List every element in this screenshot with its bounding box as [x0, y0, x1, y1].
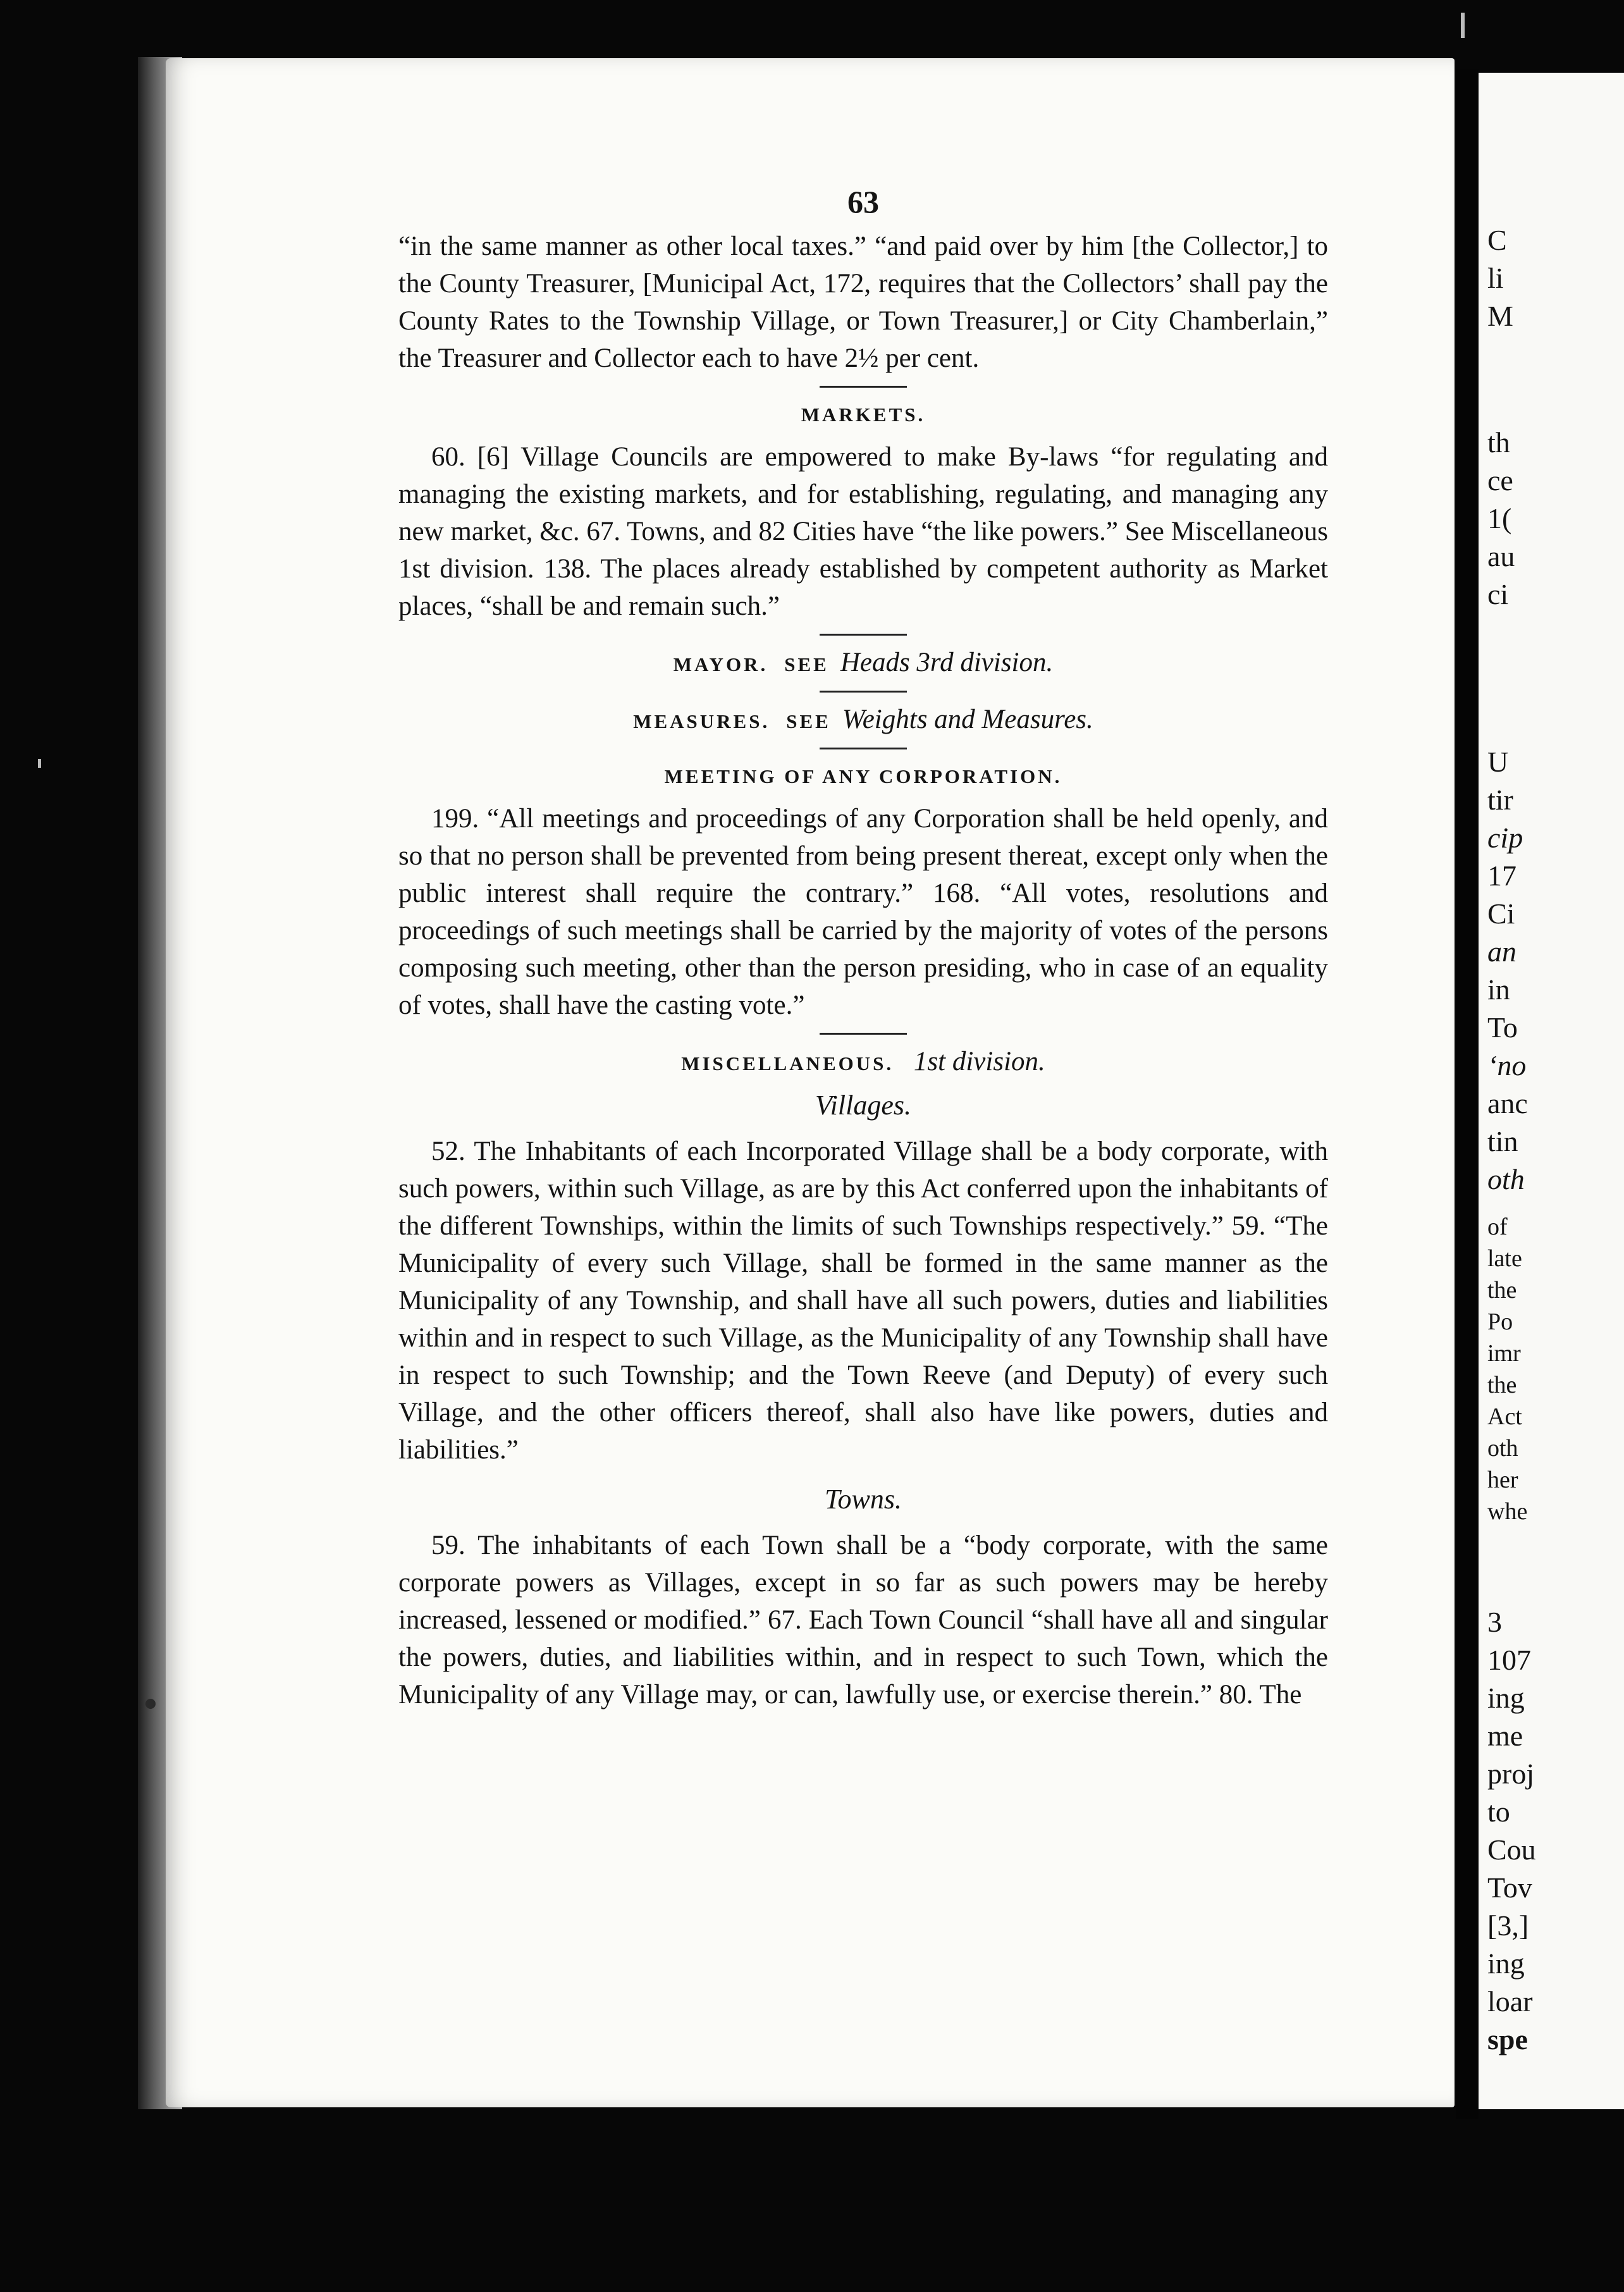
facing-fragment: [3,]: [1487, 1909, 1529, 1942]
facing-fragment: ‘no: [1487, 1049, 1527, 1081]
facing-fragment: cip: [1487, 822, 1523, 854]
facing-fragment: of: [1487, 1214, 1508, 1240]
facing-fragment: th: [1487, 426, 1510, 459]
facing-fragment: ing: [1487, 1947, 1525, 1980]
section-rule: [820, 748, 907, 749]
measures-label: MEASURES.: [633, 710, 770, 732]
facing-fragment: 17: [1487, 860, 1516, 892]
facing-fragment: late: [1487, 1245, 1522, 1272]
mayor-heading: [398, 646, 1328, 682]
section-rule: [820, 1033, 907, 1035]
facing-fragment: loar: [1487, 1985, 1533, 2018]
meeting-paragraph: 199. “All meetings and proceedings of any Corporation shall be held openly, and so that no person shall be prevented from being present thereat, except only when the public interest shall require the contrary.” 168. “All votes, resolutions and proceedings of such meetings shall be carried by the majority of votes of the persons composing such meeting, other than the person presiding, who in case of an equality of votes, shall have the casting vote.”: [398, 804, 1328, 1020]
miscellaneous-label: MISCELLANEOUS.: [681, 1052, 894, 1075]
facing-fragment: To: [1487, 1011, 1518, 1044]
mayor-label: MAYOR.: [673, 653, 768, 675]
facing-fragment: C: [1487, 224, 1507, 256]
facing-fragment: 1(: [1487, 502, 1512, 534]
facing-fragment: whe: [1487, 1498, 1528, 1525]
facing-fragment: U: [1487, 746, 1509, 778]
facing-fragment: tin: [1487, 1125, 1518, 1157]
facing-fragment: Po: [1487, 1309, 1513, 1335]
facing-fragment: the: [1487, 1277, 1517, 1303]
towns-subheading: Towns.: [825, 1484, 902, 1515]
facing-fragment: 107: [1487, 1644, 1531, 1676]
villages-paragraph: 52. The Inhabitants of each Incorporated Village shall be a body corporate, with such powers, within such Village, as are by this Act conferred upon the inhabitants of the different Townships, within the limits of such Townships respectively.” 59. “The Municipality of every such Village, shall be formed in the same manner as the Municipality of any Township, and shall have all such powers, duties and liabilities within and in respect to such Village, as the Municipality of any Township shall have in respect to such Township; and the Town Reeve (and Deputy) of every such Village, and the other officers thereof, shall also have like powers, duties and liabilities.”: [398, 1137, 1328, 1465]
facing-fragment: Cou: [1487, 1833, 1536, 1866]
facing-fragment: au: [1487, 540, 1515, 572]
page-gutter: [1456, 70, 1479, 2119]
page-number: 63: [847, 184, 879, 219]
facing-fragment: imr: [1487, 1340, 1521, 1367]
facing-fragment: ci: [1487, 578, 1509, 610]
facing-fragment: in: [1487, 973, 1510, 1006]
margin-dot: [145, 1699, 156, 1709]
page-content: [398, 183, 1328, 1713]
facing-fragment: to: [1487, 1796, 1510, 1828]
facing-fragment: anc: [1487, 1087, 1528, 1119]
facing-fragment: tir: [1487, 784, 1513, 816]
mayor-see: SEE: [784, 653, 829, 675]
facing-fragment: proj: [1487, 1758, 1535, 1790]
meeting-heading: MEETING OF ANY CORPORATION.: [664, 765, 1062, 787]
facing-fragment: Ci: [1487, 897, 1515, 930]
facing-fragment: oth: [1487, 1163, 1525, 1195]
facing-fragment: her: [1487, 1467, 1518, 1493]
miscellaneous-heading: [398, 1045, 1328, 1081]
facing-fragment: 3: [1487, 1606, 1502, 1638]
scan-speck: [38, 759, 41, 768]
facing-fragment: an: [1487, 935, 1516, 968]
towns-paragraph: 59. The inhabitants of each Town shall be a “body corporate, with the same corporate powers as Villages, except in so far as such powers may be hereby increased, lessened or modified.” 67. Each Town Council “shall have all and singular the powers, duties, and liabilities within, and in respect to such Town, which the Municipality of any Village may, or can, lawfully use, or exercise therein.” 80. The: [398, 1531, 1328, 1710]
section-rule: [820, 386, 907, 388]
scan-speck: [1461, 13, 1465, 38]
facing-fragment: spe: [1487, 2023, 1528, 2055]
facing-page-edge: [1479, 73, 1624, 2109]
facing-fragment: ce: [1487, 464, 1513, 496]
opening-paragraph: “in the same manner as other local taxes.” “and paid over by him [the Collector,] to the County Treasurer, [Municipal Act, 172, requires that the Collectors’ shall pay the County Rates to the Township Village, or Town Treasurer,] or City Chamberlain,” the Treasurer and Collector each to have 2½ per cent.: [398, 231, 1328, 373]
measures-heading: [398, 703, 1328, 739]
facing-fragment: Act: [1487, 1403, 1522, 1430]
facing-fragment: M: [1487, 300, 1513, 332]
section-rule: [820, 691, 907, 693]
facing-fragment: ing: [1487, 1682, 1525, 1714]
measures-reference: Weights and Measures.: [842, 705, 1093, 734]
markets-paragraph: 60. [6] Village Councils are empowered to make By-laws “for regulating and managing the existing markets, and for establishing, regulating, and managing any new market, &c. 67. Towns, and 82 Cities have “the like powers.” See Miscellaneous 1st division. 138. The places already established by competent authority as Market places, “shall be and remain such.”: [398, 442, 1328, 621]
facing-fragment: li: [1487, 262, 1504, 294]
section-rule: [820, 634, 907, 636]
villages-subheading: Villages.: [815, 1090, 911, 1121]
markets-heading: MARKETS.: [801, 404, 926, 426]
facing-fragment: the: [1487, 1372, 1517, 1398]
facing-fragment: Tov: [1487, 1871, 1532, 1904]
facing-fragment: oth: [1487, 1435, 1518, 1462]
mayor-reference: Heads 3rd division.: [840, 648, 1054, 677]
miscellaneous-reference: 1st division.: [913, 1047, 1045, 1076]
facing-fragment: me: [1487, 1720, 1523, 1752]
measures-see: SEE: [786, 710, 831, 732]
